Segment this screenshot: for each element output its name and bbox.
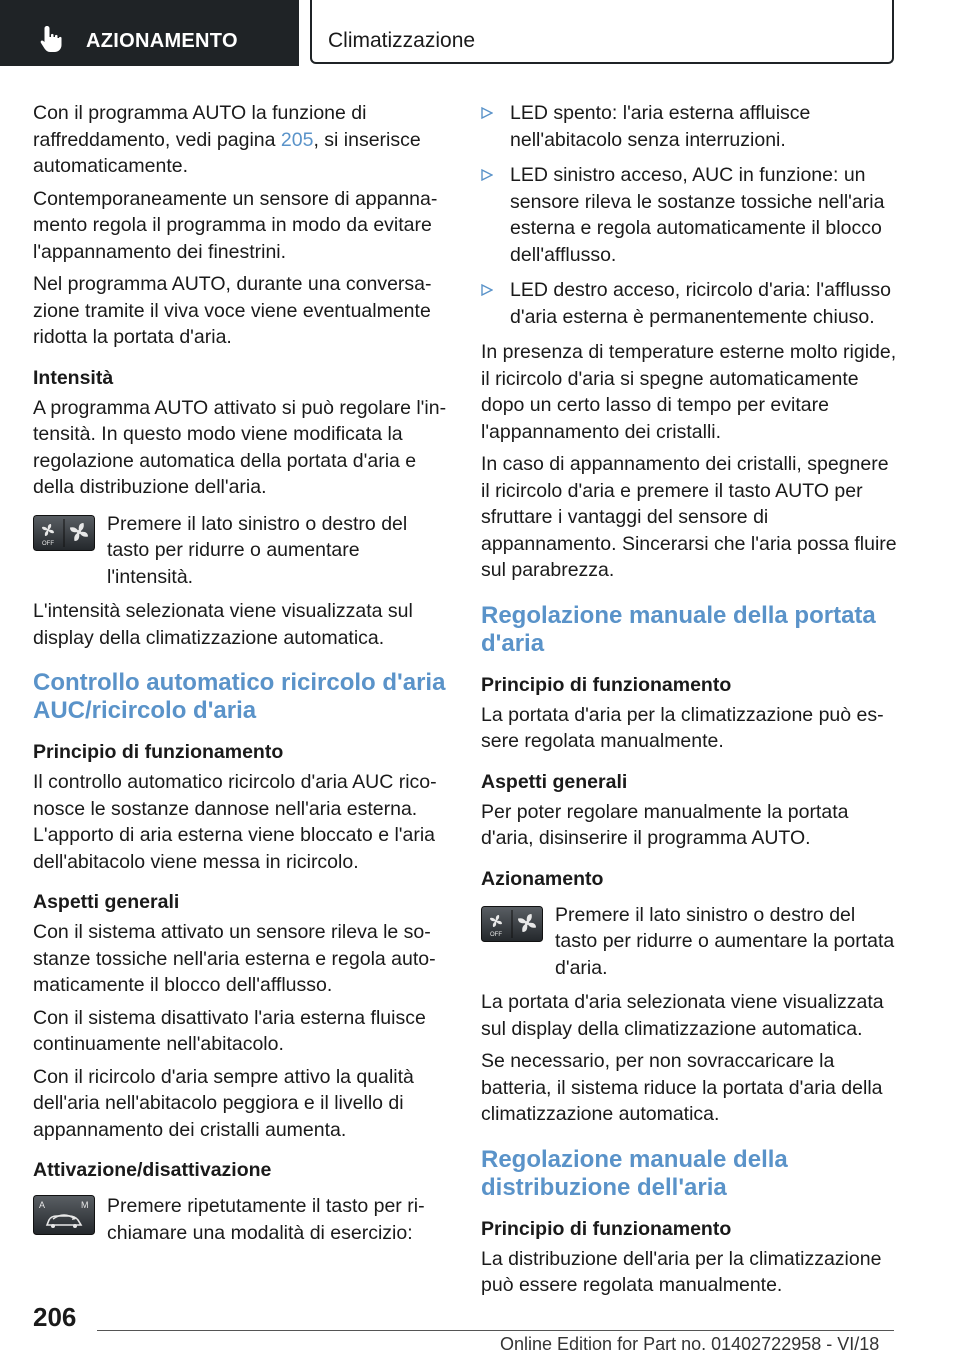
paragraph: Con il ricircolo d'aria sempre attivo la qualità dell'aria nell'abitacolo peggiora e il livello di appannamento dei cristalli aumenta. xyxy=(33,1065,414,1141)
paragraph: Con il sistema disattivato l'aria esterna fluisce continuamente nell'abitacolo. xyxy=(33,1006,426,1055)
fan-rocker-button-icon xyxy=(481,906,543,942)
button-instruction xyxy=(33,511,449,591)
subheading-principle: Principio di funzionamento xyxy=(33,741,284,763)
subheading-intensity: Intensità xyxy=(33,366,114,389)
page-number: 206 xyxy=(33,1302,77,1332)
button-instruction-text: Premere il lato sinistro o destro del tasto per ridurre o aumentare la portata d'aria. xyxy=(555,903,895,979)
paragraph: In presenza di temperature esterne molto rigide, il ricircolo d'aria si spegne automaticamente dopo un certo lasso di tempo per evitare l'appannamento dei cristalli. xyxy=(481,341,897,443)
paragraph: La distribuzione dell'aria per la climatizzazione può essere regolata manualmente. xyxy=(481,1247,882,1296)
list-item: LED sinistro acceso, AUC in funzione: un sensore rileva le sostanze tossiche nell'aria esterna e regola automaticamente il blocco dell'afflusso. xyxy=(481,162,897,268)
triangle-bullet-icon xyxy=(481,107,493,119)
footer-divider xyxy=(97,1330,894,1331)
recirculation-button-icon xyxy=(33,1195,95,1235)
section-label: AZIONAMENTO xyxy=(86,30,238,52)
svg-text:M: M xyxy=(81,1200,89,1210)
subheading-activation: Attivazione/disattivazione xyxy=(33,1159,272,1181)
paragraph: Con il sistema attivato un sensore rileva le sostanze tossiche nell'aria esterna e regola automaticamente il blocco dell'afflusso. xyxy=(33,921,436,996)
subheading-general: Aspetti generali xyxy=(481,770,628,793)
paragraph: La portata d'aria per la climatizzazione può essere regolata manualmente. xyxy=(481,703,884,752)
fan-rocker-button-icon xyxy=(33,515,95,551)
button-instruction xyxy=(481,902,897,982)
button-instruction-text: Premere il lato sinistro o destro del tasto per ridurre o aumentare l'intensità. xyxy=(107,512,408,588)
subheading-principle: Principio di funzionamento xyxy=(481,673,732,696)
left-column xyxy=(33,100,449,1254)
page-link[interactable]: 205 xyxy=(280,128,314,151)
section-heading-distribution: Regolazione manuale della distribuzione dell'aria xyxy=(481,1145,788,1201)
subheading-principle: Principio di funzionamento xyxy=(481,1217,732,1240)
paragraph: Il controllo automatico ricircolo d'aria AUC riconosce le sostanze dannose nell'aria esterna. L'apporto di aria esterna viene bloccato e l'aria dell'abitacolo viene messa in ricircolo. xyxy=(33,771,437,873)
paragraph: Con il programma AUTO la funzione di raffreddamento, vedi pagina 205, si inserisce automaticamente. xyxy=(33,102,421,177)
button-instruction xyxy=(33,1193,449,1246)
triangle-bullet-icon xyxy=(481,169,493,181)
button-instruction-text: Premere ripetutamente il tasto per richiamare una modalità di esercizio: xyxy=(107,1195,425,1244)
paragraph: La portata d'aria selezionata viene visualizzata sul display della climatizzazione automatica. xyxy=(481,991,884,1040)
paragraph: Contemporaneamente un sensore di appannamento regola il programma in modo da evitare l'appannamento dei finestrini. xyxy=(33,187,438,263)
chapter-title-box xyxy=(310,0,894,64)
list-item: LED spento: l'aria esterna affluisce nell'abitacolo senza interruzioni. xyxy=(481,100,897,153)
subheading-operation: Azionamento xyxy=(481,867,604,890)
led-status-list xyxy=(481,100,897,330)
paragraph: L'intensità selezionata viene visualizzata sul display della climatizzazione automatica. xyxy=(33,600,413,649)
paragraph: Nel programma AUTO, durante una conversazione tramite il viva voce viene eventualmente ridotta la portata d'aria. xyxy=(33,273,432,348)
section-heading-auc: Controllo automatico ricircolo d'aria AUC/ricircolo d'aria xyxy=(33,669,446,724)
hand-pointer-icon xyxy=(38,24,66,54)
triangle-bullet-icon xyxy=(481,284,493,296)
paragraph: In caso di appannamento dei cristalli, spegnere il ricircolo d'aria e premere il tasto AUTO per sfruttare i vantaggi del sensore di appannamento. Sincerarsi che l'aria possa fluire sul parabrezza. xyxy=(481,453,897,581)
edition-text: Online Edition for Part no. 01402722958 - VI/18 xyxy=(500,1334,880,1354)
paragraph: Se necessario, per non sovraccaricare la batteria, il sistema riduce la portata d'aria della climatizzazione automatica. xyxy=(481,1050,883,1125)
section-tab xyxy=(0,0,299,66)
list-item: LED destro acceso, ricircolo d'aria: l'afflusso d'aria esterna è permanentemente chiuso. xyxy=(481,277,897,330)
chapter-title: Climatizzazione xyxy=(328,29,476,52)
paragraph: A programma AUTO attivato si può regolare l'intensità. In questo modo viene modificata la regolazione automatica della portata d'aria e della distribuzione dell'aria. xyxy=(33,396,447,498)
section-heading-airflow: Regolazione manuale della portata d'aria xyxy=(481,601,876,657)
svg-text:OFF: OFF xyxy=(490,931,502,938)
paragraph: Per poter regolare manualmente la portata d'aria, disinserire il programma AUTO. xyxy=(481,800,849,849)
subheading-general: Aspetti generali xyxy=(33,891,180,913)
svg-text:OFF: OFF xyxy=(42,540,54,547)
svg-text:A: A xyxy=(39,1200,46,1210)
right-column xyxy=(481,100,897,1305)
